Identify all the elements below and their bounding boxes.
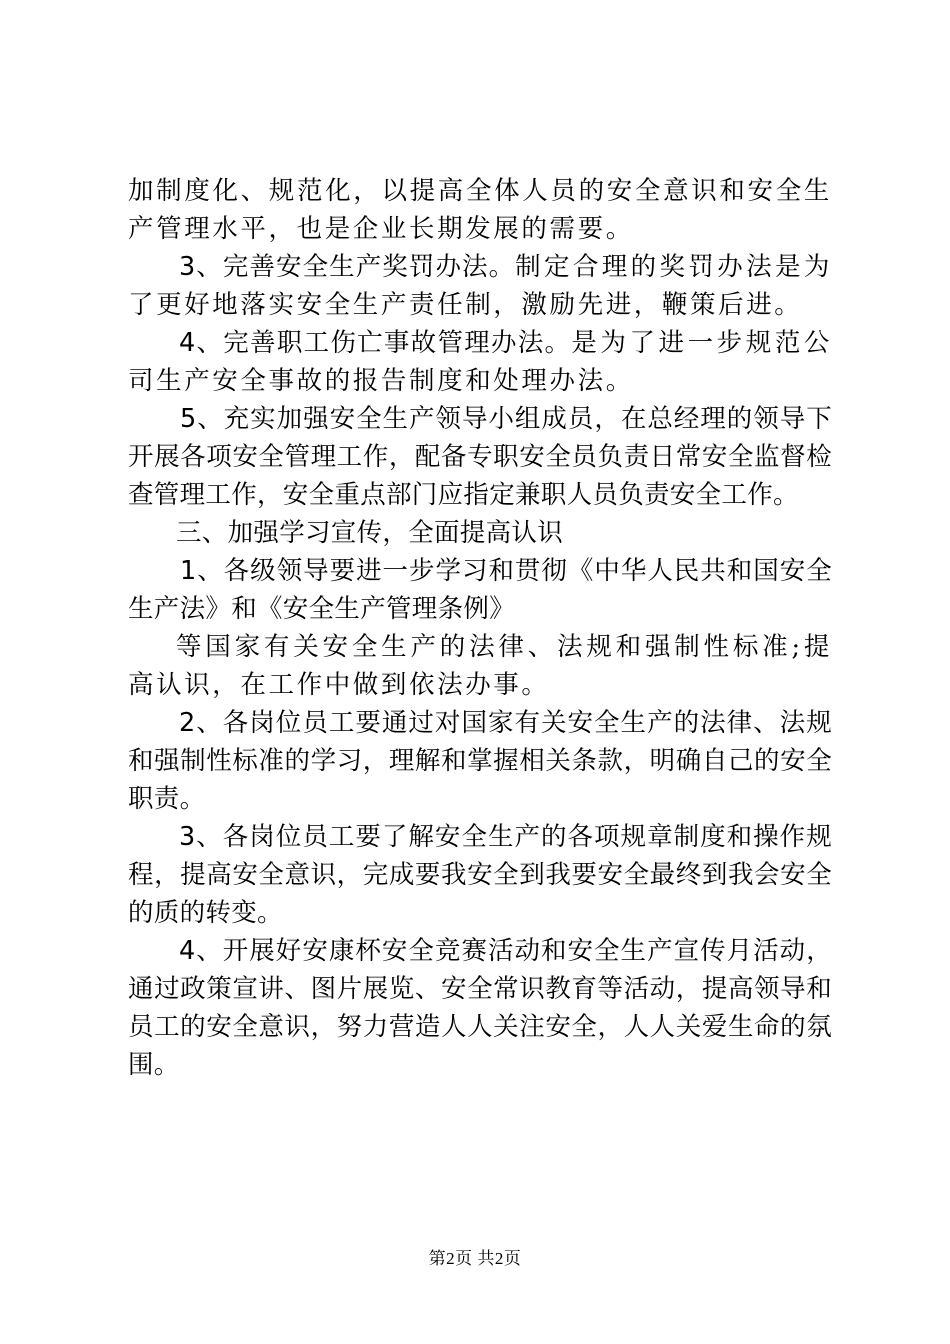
paragraph-3 xyxy=(128,324,832,400)
paragraph-6 xyxy=(128,552,832,628)
paragraph-text: 3、各岗位员工要了解安全生产的各项规章制度和操作规程，提高安全意识，完成要我安全到我要安全最终到我会安全的质的转变。 xyxy=(128,822,832,928)
page-number-label: 第2页 共2页 xyxy=(428,1249,522,1268)
paragraph-text: 是为了进一步规范公司生产安全事故的报告制度和处理办法。 xyxy=(128,328,832,396)
paragraph-8 xyxy=(128,704,832,818)
paragraph-9 xyxy=(128,818,832,932)
paragraph-10 xyxy=(128,932,832,1084)
paragraph-text: 等国家有关安全生产的法律、法规和强制性标准;提高认识，在工作中做到依法办事。 xyxy=(128,632,832,700)
paragraph-7 xyxy=(128,628,832,704)
paragraph-heading: 4、完善职工伤亡事故管理办法。 xyxy=(179,328,572,358)
paragraph-text: 2、各岗位员工要通过对国家有关安全生产的法律、法规和强制性标准的学习，理解和掌握相关条款，明确自己的安全职责。 xyxy=(128,708,832,814)
paragraph-4 xyxy=(128,400,832,514)
paragraph-text: 5、充实加强安全生产领导小组成员，在总经理的领导下开展各项安全管理工作，配备专职安全员负责日常安全监督检查管理工作，安全重点部门应指定兼职人员负责安全工作。 xyxy=(128,404,832,510)
paragraph-1 xyxy=(128,172,832,248)
paragraph-text: 1、各级领导要进一步学习和贯彻《中华人民共和国安全生产法》和《安全生产管理条例》 xyxy=(128,556,832,624)
page-footer xyxy=(0,1244,950,1269)
section-heading xyxy=(128,514,832,552)
section-heading-text: 三、加强学习宣传，全面提高认识 xyxy=(176,518,564,548)
paragraph-2 xyxy=(128,248,832,324)
paragraph-text: 加制度化、规范化，以提高全体人员的安全意识和安全生产管理水平，也是企业长期发展的需要。 xyxy=(128,176,832,244)
document-body xyxy=(128,172,832,1084)
paragraph-heading: 3、完善安全生产奖罚办法。 xyxy=(179,252,516,282)
paragraph-text: 制定合理的奖罚办法是为了更好地落实安全生产责任制，激励先进，鞭策后进。 xyxy=(128,252,832,320)
paragraph-text: 4、开展好安康杯安全竞赛活动和安全生产宣传月活动，通过政策宣讲、图片展览、安全常识教育等活动，提高领导和员工的安全意识，努力营造人人关注安全，人人关爱生命的氛围。 xyxy=(128,936,832,1080)
